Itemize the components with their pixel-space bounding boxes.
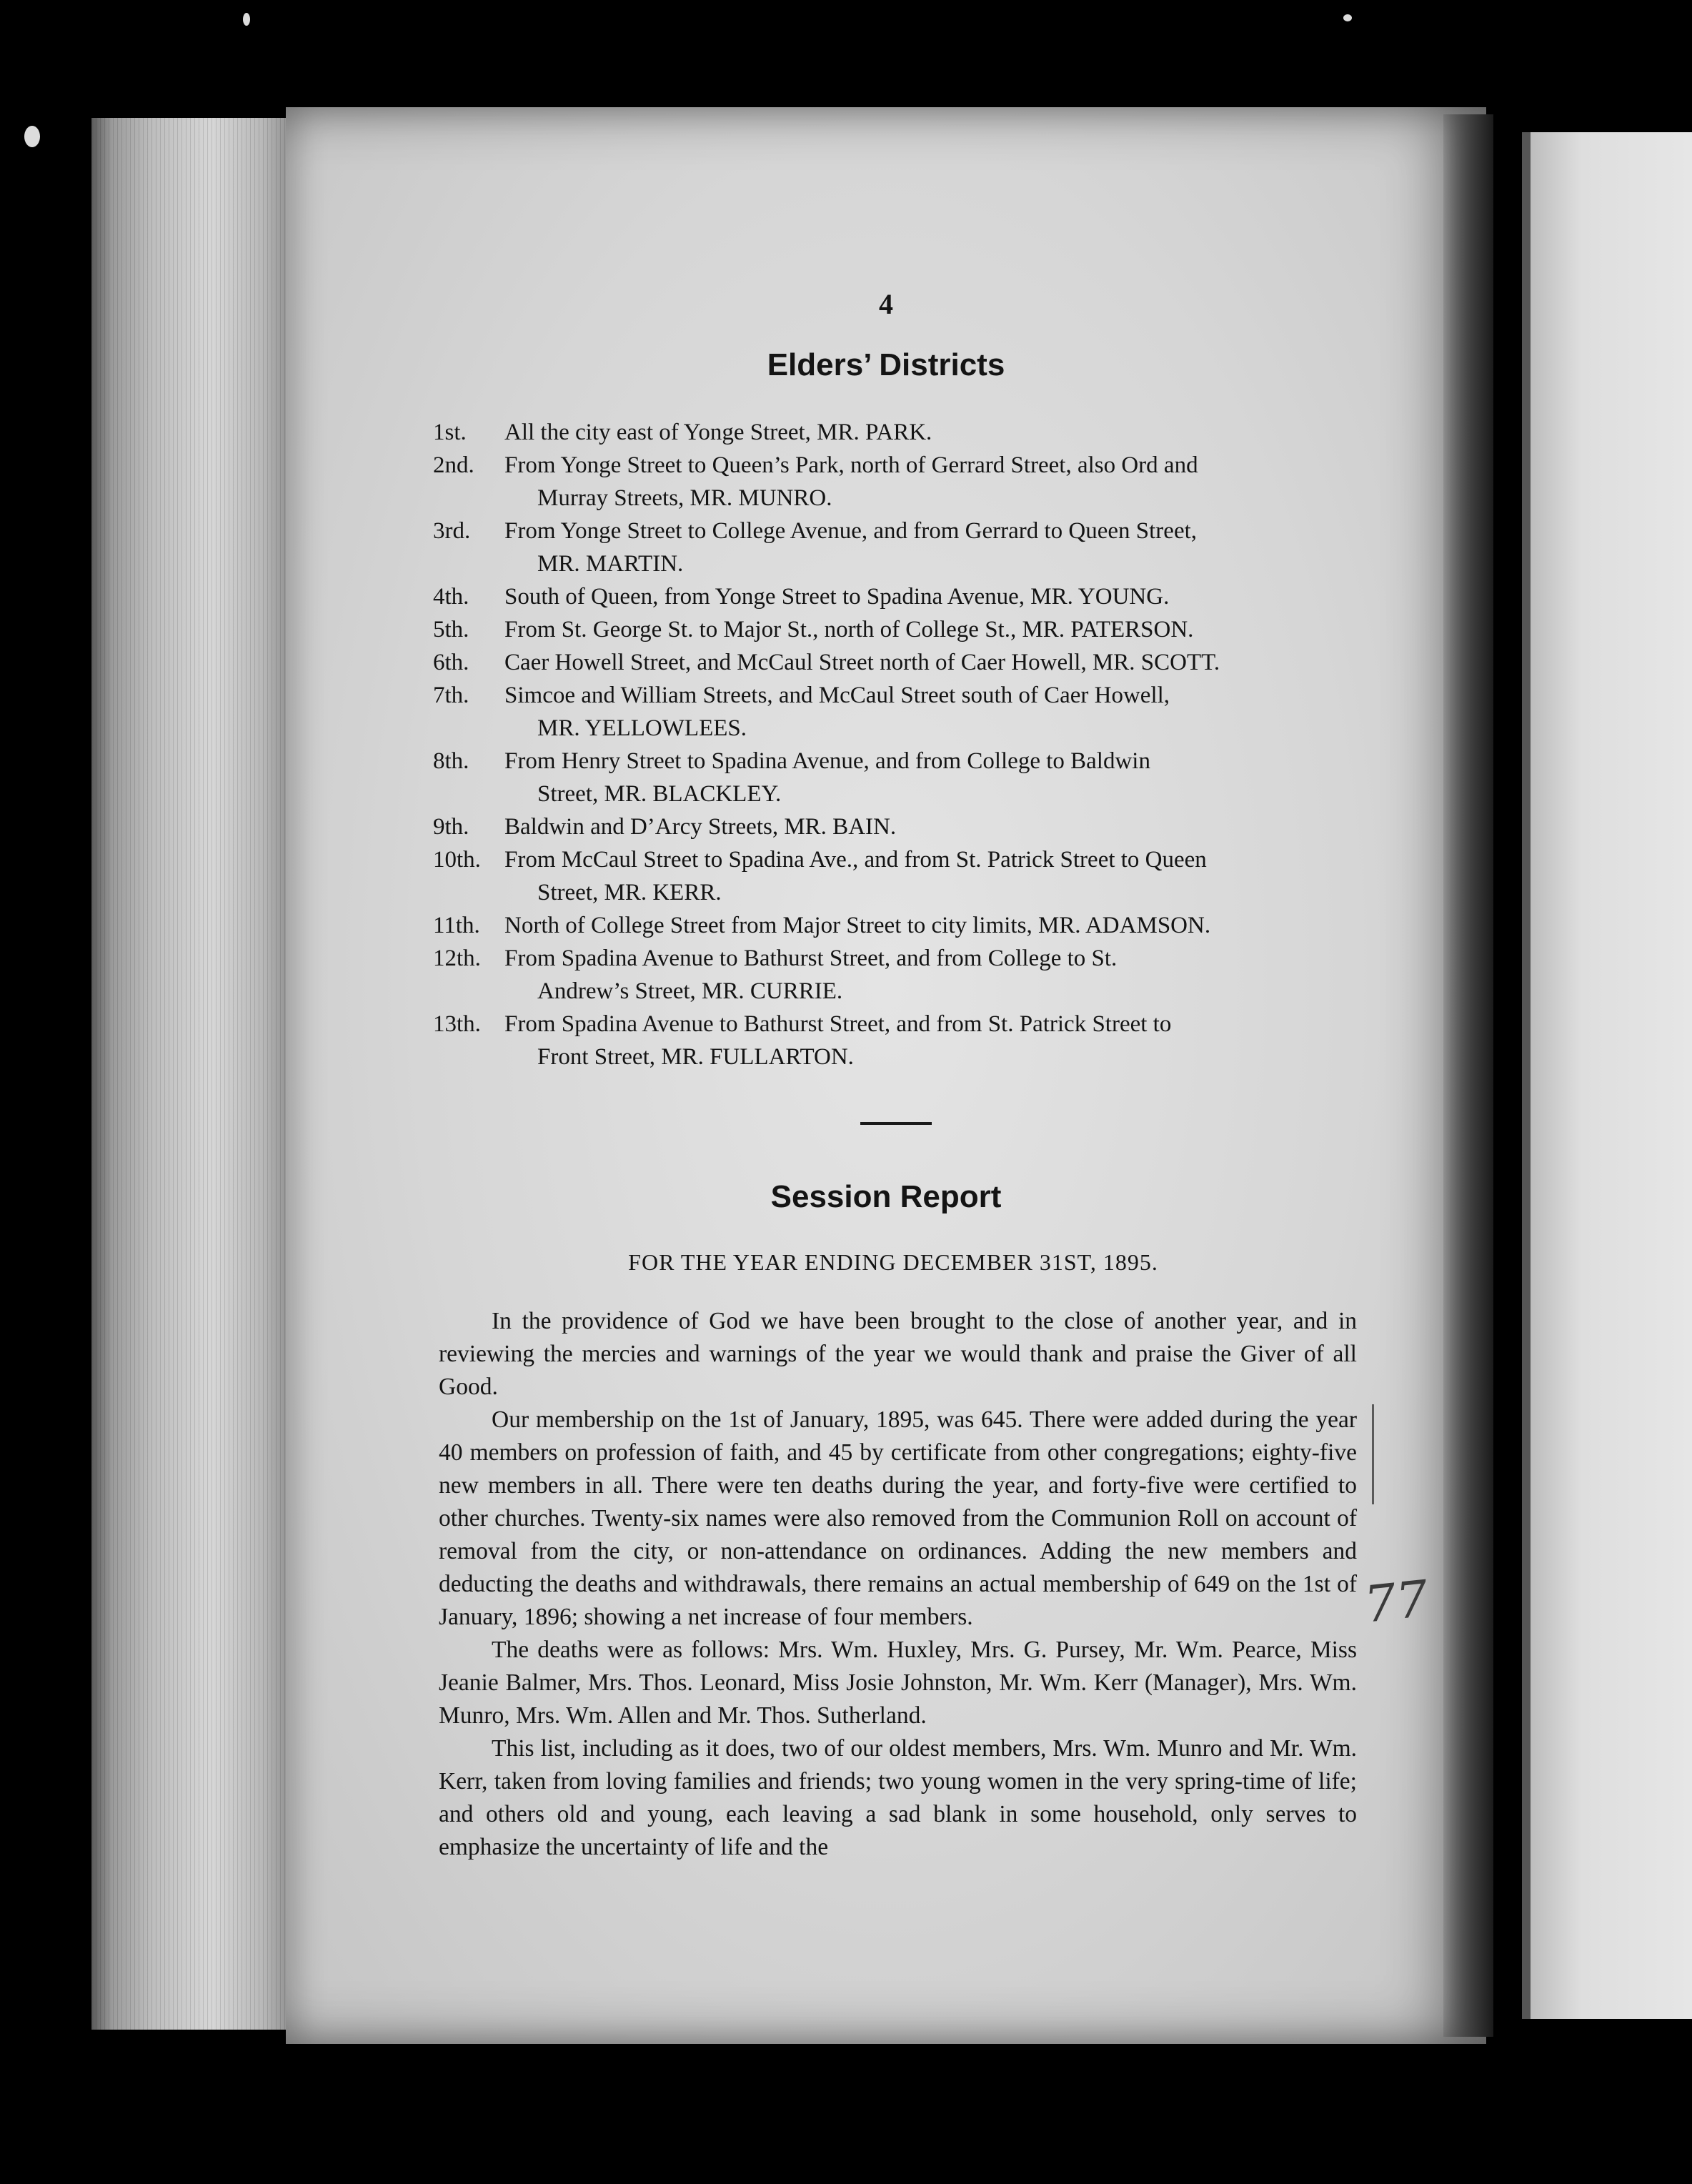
page-number: 4 xyxy=(879,288,893,320)
district-text: Simcoe and William Streets, and McCaul Street south of Caer Howell, xyxy=(504,682,1170,708)
district-text: Andrew’s Street, MR. CURRIE. xyxy=(537,978,843,1004)
district-number: 5th. xyxy=(433,617,469,642)
district-text: North of College Street from Major Street to city limits, MR. ADAMSON. xyxy=(504,913,1211,938)
section-divider xyxy=(860,1122,932,1125)
district-text: From Spadina Avenue to Bathurst Street, and from College to St. xyxy=(504,945,1118,971)
district-item xyxy=(433,580,1355,613)
report-paragraph: This list, including as it does, two of our oldest members, Mrs. Wm. Munro and Mr. Wm. Kerr, taken from loving families and friends; two young women in the very spring-time of life; and others old and young, each leaving a sad blank in some household, only serves to emphasize the uncertainty of life and the xyxy=(439,1735,1357,1860)
district-text: Street, MR. KERR. xyxy=(537,880,722,905)
district-text: From St. George St. to Major St., north of College St., MR. PATERSON. xyxy=(504,617,1194,642)
district-text: All the city east of Yonge Street, MR. PARK. xyxy=(504,420,932,445)
district-text: Street, MR. BLACKLEY. xyxy=(537,781,782,807)
district-number: 10th. xyxy=(433,847,481,873)
district-text: Baldwin and D’Arcy Streets, MR. BAIN. xyxy=(504,814,897,840)
session-report-heading: Session Report xyxy=(770,1179,1002,1214)
report-paragraph: Our membership on the 1st of January, 1895, was 645. There were added during the year 40 members on profession of faith, and 45 by certificate from other congregations; eighty-five new members in all. There were ten deaths during the year, and forty-five were certified to other churches. Twenty-six names were also removed from the Communion Roll on account of removal from the city, or non-attendance on ordinances. Adding the new members and deducting the deaths and withdrawals, there remains an actual membership of 649 on the 1st of January, 1896; showing a net increase of four members. xyxy=(439,1406,1357,1630)
margin-pencil-mark xyxy=(1372,1404,1374,1504)
district-item xyxy=(433,416,1355,449)
district-item xyxy=(433,613,1355,646)
districts-list xyxy=(433,416,1355,1073)
district-text: MR. YELLOWLEES. xyxy=(537,715,747,741)
district-item xyxy=(433,942,1355,1008)
district-text: From McCaul Street to Spadina Ave., and from St. Patrick Street to Queen xyxy=(504,847,1207,873)
margin-handwritten-note: 77 xyxy=(1361,1569,1431,1634)
district-item xyxy=(433,843,1355,909)
elders-districts-heading: Elders’ Districts xyxy=(767,347,1005,382)
district-text: From Spadina Avenue to Bathurst Street, and from St. Patrick Street to xyxy=(504,1011,1172,1037)
district-item xyxy=(433,449,1355,515)
session-report-body xyxy=(439,1305,1357,1864)
district-text: From Henry Street to Spadina Avenue, and from College to Baldwin xyxy=(504,748,1150,774)
report-paragraph: The deaths were as follows: Mrs. Wm. Huxley, Mrs. G. Pursey, Mr. Wm. Pearce, Miss Jeanie Balmer, Mrs. Thos. Leonard, Miss Josie Johnston, Mr. Wm. Kerr (Manager), Mrs. Wm. Munro, Mrs. Wm. Allen and Mr. Thos. Sutherland. xyxy=(439,1637,1357,1729)
district-number: 11th. xyxy=(433,913,480,938)
district-number: 13th. xyxy=(433,1011,481,1037)
district-text: Murray Streets, MR. MUNRO. xyxy=(537,485,832,511)
district-text: Front Street, MR. FULLARTON. xyxy=(537,1044,854,1070)
district-item xyxy=(433,679,1355,745)
district-number: 4th. xyxy=(433,584,469,610)
district-number: 12th. xyxy=(433,945,481,971)
district-item xyxy=(433,909,1355,942)
district-number: 3rd. xyxy=(433,518,471,544)
district-number: 7th. xyxy=(433,682,469,708)
district-number: 9th. xyxy=(433,814,469,840)
district-text: MR. MARTIN. xyxy=(537,551,684,577)
district-item xyxy=(433,646,1355,679)
district-item xyxy=(433,810,1355,843)
district-number: 2nd. xyxy=(433,452,474,478)
district-number: 8th. xyxy=(433,748,469,774)
district-text: From Yonge Street to Queen’s Park, north of Gerrard Street, also Ord and xyxy=(504,452,1198,478)
district-item xyxy=(433,515,1355,580)
session-report-subtitle: FOR THE YEAR ENDING DECEMBER 31ST, 1895. xyxy=(628,1249,1158,1275)
district-text: From Yonge Street to College Avenue, and from Gerrard to Queen Street, xyxy=(504,518,1198,544)
district-item xyxy=(433,745,1355,810)
district-number: 6th. xyxy=(433,650,469,675)
district-text: Caer Howell Street, and McCaul Street north of Caer Howell, MR. SCOTT. xyxy=(504,650,1220,675)
district-text: South of Queen, from Yonge Street to Spadina Avenue, MR. YOUNG. xyxy=(504,584,1170,610)
report-paragraph: In the providence of God we have been brought to the close of another year, and in reviewing the mercies and warnings of the year we would thank and praise the Giver of all Good. xyxy=(439,1308,1357,1400)
district-item xyxy=(433,1008,1355,1073)
district-number: 1st. xyxy=(433,420,467,445)
